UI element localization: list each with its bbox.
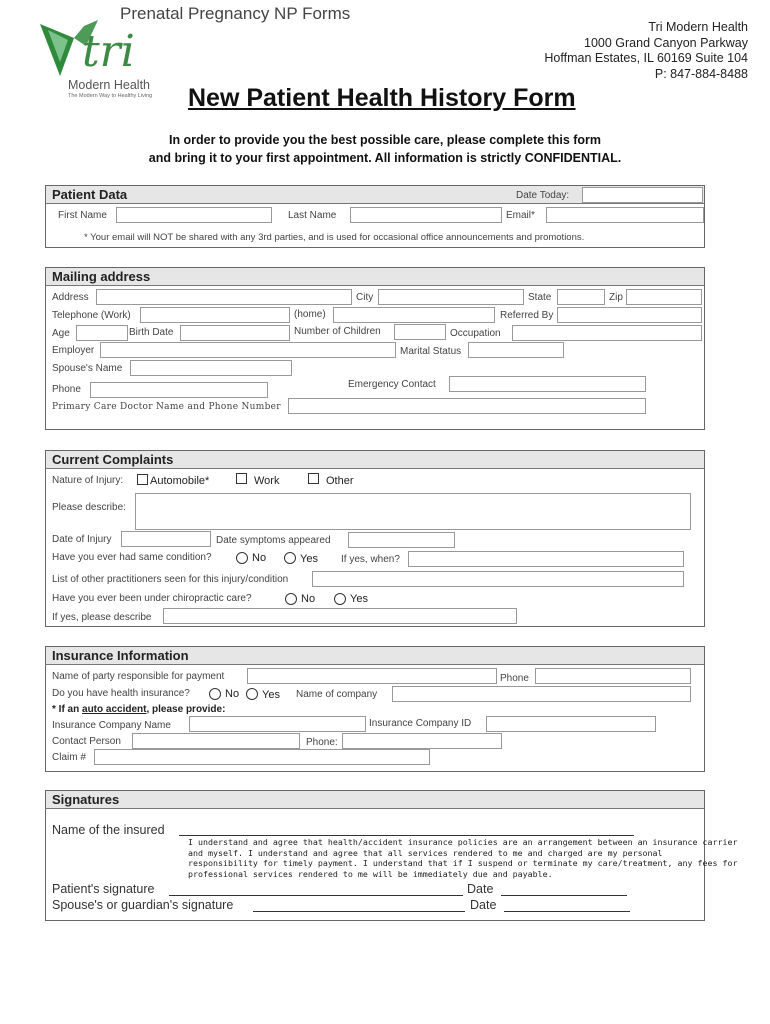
date-symptoms-label: Date symptoms appeared	[216, 535, 331, 546]
other-label: Other	[326, 475, 354, 487]
employer-field[interactable]	[100, 342, 396, 358]
insurance-yes-label: Yes	[262, 689, 280, 701]
current-complaints-section	[45, 450, 705, 627]
agreement-line-2: and myself. I understand and agree that all services rendered to me and charged are my personal	[188, 847, 663, 858]
clinic-address-block	[544, 20, 748, 82]
number-of-children-field[interactable]	[394, 324, 446, 340]
please-describe-label: Please describe:	[52, 502, 126, 513]
insurance-no-radio[interactable]	[209, 688, 221, 700]
agreement-line-4: professional services rendered to me will be immediately due and payable.	[188, 868, 553, 879]
insurance-information-heading: Insurance Information	[46, 647, 704, 665]
clinic-address-line1: 1000 Grand Canyon Parkway	[584, 35, 748, 50]
emergency-contact-label: Emergency Contact	[348, 379, 436, 390]
clinic-phone: P: 847-884-8488	[654, 66, 748, 81]
work-checkbox[interactable]	[236, 473, 247, 484]
contact-person-field[interactable]	[132, 733, 300, 749]
spouse-signature-line[interactable]	[253, 911, 465, 912]
number-of-children-label: Number of Children	[294, 326, 381, 337]
nature-of-injury-label: Nature of Injury:	[52, 475, 124, 486]
agreement-line-3: responsibility for timely payment. I understand that if I suspend or terminate my care/treatment, any fees for	[188, 858, 738, 868]
last-name-label: Last Name	[288, 210, 337, 221]
birth-date-label: Birth Date	[129, 327, 174, 338]
chiro-yes-radio[interactable]	[334, 593, 346, 605]
same-condition-no-label: No	[252, 552, 267, 564]
insurance-yes-radio[interactable]	[246, 688, 258, 700]
mailing-address-section	[45, 267, 705, 430]
spouse-date-line[interactable]	[504, 911, 630, 912]
state-label: State	[528, 292, 552, 303]
same-condition-label: Have you ever had same condition?	[52, 552, 212, 563]
chiro-no-radio[interactable]	[285, 593, 297, 605]
claim-number-field[interactable]	[94, 749, 430, 765]
phone-label: Phone	[52, 384, 81, 395]
if-yes-describe-field[interactable]	[163, 608, 517, 624]
first-name-label: First Name	[58, 210, 107, 221]
auto-note-suffix: , please provide:	[146, 704, 226, 715]
agreement-line-1: I understand and agree that health/accident insurance policies are an arrangement between an insurance carrier	[188, 837, 738, 847]
if-yes-when-field[interactable]	[408, 551, 684, 567]
date-today-label: Date Today:	[516, 190, 570, 201]
contact-phone-field[interactable]	[342, 733, 502, 749]
patient-data-section	[45, 185, 705, 248]
contact-person-label: Contact Person	[52, 736, 121, 747]
contact-phone-label: Phone:	[306, 737, 338, 748]
intro-line-1: In order to provide you the best possible care, please complete this form	[168, 133, 602, 147]
patient-date-label: Date	[467, 882, 494, 896]
address-field[interactable]	[96, 289, 352, 305]
insured-name-label: Name of the insured	[52, 823, 165, 837]
address-label: Address	[52, 292, 89, 303]
chiropractic-care-label: Have you ever been under chiropractic care?	[52, 593, 252, 604]
clinic-address-line2: Hoffman Estates, IL 60169 Suite 104	[544, 51, 748, 65]
age-field[interactable]	[76, 325, 128, 341]
company-name-field[interactable]	[392, 686, 691, 702]
state-field[interactable]	[557, 289, 605, 305]
logo-name: Modern Health	[68, 78, 150, 92]
email-privacy-note: * Your email will NOT be shared with any 3rd parties, and is used for occasional office announcements and promotions.	[84, 232, 585, 243]
patient-data-heading: Patient Data	[46, 186, 704, 204]
date-today-field[interactable]	[582, 187, 703, 203]
referred-by-field[interactable]	[557, 307, 702, 323]
patient-date-line[interactable]	[501, 895, 627, 896]
city-label: City	[356, 292, 374, 303]
claim-number-label: Claim #	[52, 752, 86, 763]
email-label: Email*	[506, 210, 535, 221]
auto-note-link: auto accident	[82, 704, 147, 715]
insurance-company-id-label: Insurance Company ID	[369, 718, 472, 729]
responsible-party-field[interactable]	[247, 668, 497, 684]
phone-field[interactable]	[90, 382, 268, 398]
marital-status-field[interactable]	[468, 342, 564, 358]
zip-label: Zip	[609, 292, 623, 303]
insurance-company-id-field[interactable]	[486, 716, 656, 732]
insurance-no-label: No	[225, 688, 240, 700]
insurance-information-section	[45, 646, 705, 772]
auto-accident-note	[52, 704, 225, 715]
telephone-work-field[interactable]	[140, 307, 290, 323]
email-field[interactable]	[546, 207, 704, 223]
spouse-date-label: Date	[470, 898, 497, 912]
spouse-signature-label: Spouse's or guardian's signature	[52, 898, 234, 912]
primary-care-field[interactable]	[288, 398, 646, 414]
intro-text	[0, 131, 770, 167]
chiro-no-label: No	[301, 593, 316, 605]
telephone-work-label: Telephone (Work)	[52, 310, 131, 321]
last-name-field[interactable]	[350, 207, 502, 223]
primary-care-label: Primary Care Doctor Name and Phone Number	[52, 402, 281, 412]
signatures-section	[45, 790, 738, 921]
other-checkbox[interactable]	[308, 473, 319, 484]
age-label: Age	[52, 328, 70, 339]
date-symptoms-field[interactable]	[348, 532, 455, 548]
mailing-address-heading: Mailing address	[46, 268, 704, 286]
if-yes-when-label: If yes, when?	[341, 554, 400, 565]
date-of-injury-field[interactable]	[121, 531, 211, 547]
signatures-heading: Signatures	[46, 791, 704, 809]
insurance-company-name-label: Insurance Company Name	[52, 720, 171, 731]
spouse-name-label: Spouse's Name	[52, 363, 123, 374]
automobile-label: Automobile*	[150, 475, 210, 487]
automobile-checkbox[interactable]	[137, 474, 148, 485]
insurance-phone-field[interactable]	[535, 668, 691, 684]
have-insurance-label: Do you have health insurance?	[52, 688, 190, 699]
first-name-field[interactable]	[116, 207, 272, 223]
auto-note-prefix: * If an	[52, 704, 83, 715]
clinic-logo	[38, 16, 163, 102]
current-complaints-heading: Current Complaints	[46, 451, 704, 469]
same-condition-yes-radio[interactable]	[284, 552, 296, 564]
spouse-name-field[interactable]	[130, 360, 292, 376]
intro-line-2: and bring it to your first appointment. All information is strictly CONFIDENTIAL.	[148, 151, 622, 165]
marital-status-label: Marital Status	[400, 346, 462, 357]
clinic-name: Tri Modern Health	[648, 20, 748, 34]
date-of-injury-label: Date of Injury	[52, 534, 112, 545]
logo-tagline: The Modern Way to Healthy Living	[68, 93, 153, 99]
same-condition-yes-label: Yes	[300, 553, 318, 565]
other-practitioners-field[interactable]	[312, 571, 684, 587]
responsible-party-label: Name of party responsible for payment	[52, 671, 225, 682]
insured-name-line[interactable]	[179, 835, 634, 836]
document-top-title: Prenatal Pregnancy NP Forms	[120, 4, 351, 23]
telephone-home-field[interactable]	[333, 307, 495, 323]
injury-description-field[interactable]	[135, 493, 691, 530]
telephone-home-label: (home)	[294, 309, 326, 320]
other-practitioners-label: List of other practitioners seen for this injury/condition	[52, 574, 289, 585]
chiro-yes-label: Yes	[350, 593, 368, 605]
zip-field[interactable]	[626, 289, 702, 305]
if-yes-describe-label: If yes, please describe	[52, 612, 152, 623]
logo-word: tri	[82, 26, 135, 77]
referred-by-label: Referred By	[500, 310, 554, 321]
birth-date-field[interactable]	[180, 325, 290, 341]
agreement-text	[188, 837, 737, 879]
same-condition-no-radio[interactable]	[236, 552, 248, 564]
patient-signature-label: Patient's signature	[52, 882, 155, 896]
insurance-company-name-field[interactable]	[189, 716, 366, 732]
insurance-phone-label: Phone	[500, 673, 529, 684]
form-title: New Patient Health History Form	[188, 84, 576, 112]
patient-signature-line[interactable]	[169, 895, 463, 896]
company-name-label: Name of company	[296, 689, 378, 700]
occupation-field[interactable]	[512, 325, 702, 341]
emergency-contact-field[interactable]	[449, 376, 646, 392]
city-field[interactable]	[378, 289, 524, 305]
employer-label: Employer	[52, 345, 95, 356]
work-label: Work	[254, 475, 280, 487]
occupation-label: Occupation	[450, 328, 501, 339]
